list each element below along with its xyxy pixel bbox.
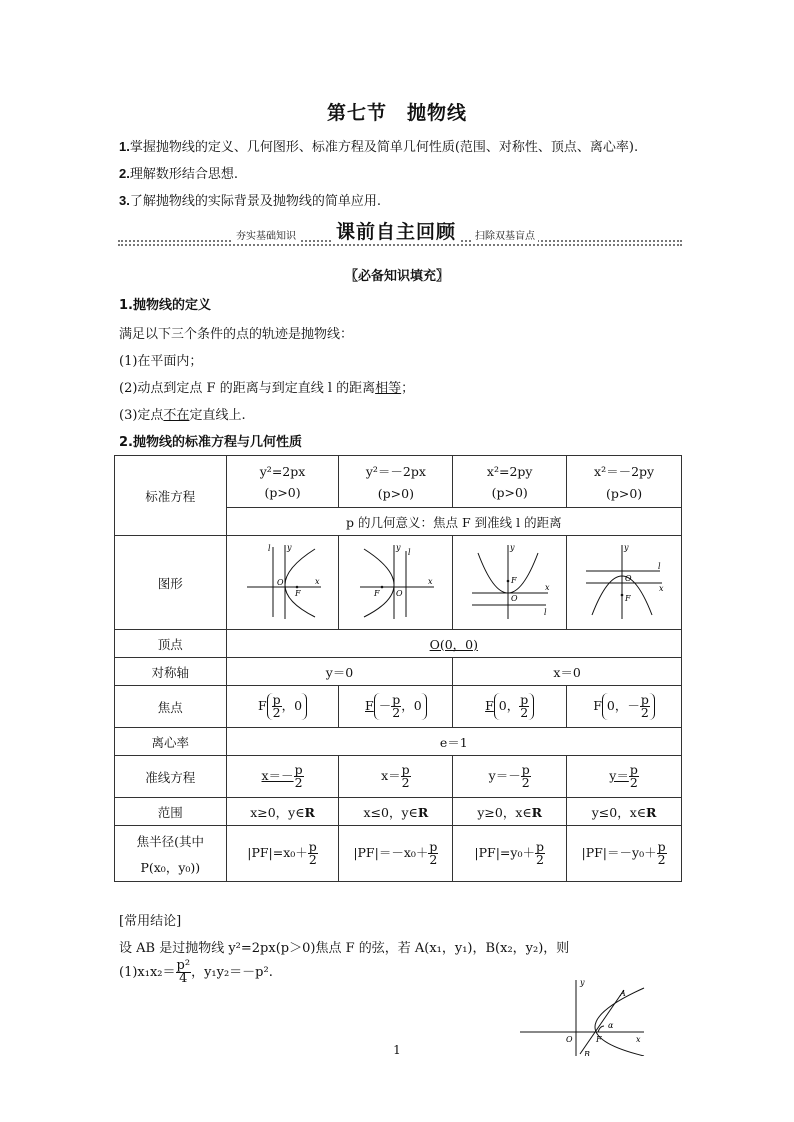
svg-text:O: O	[566, 1035, 573, 1044]
goal-1: 1.掌握抛物线的定义、几何图形、标准方程及简单几何性质(范围、对称性、顶点、离心率).	[119, 139, 639, 155]
svg-text:x: x	[427, 577, 433, 586]
svg-text:F: F	[373, 589, 380, 598]
svg-text:O: O	[625, 574, 632, 583]
eq-cell: x²＝－2py (p>0)	[567, 456, 682, 508]
svg-text:x: x	[659, 584, 664, 593]
svg-text:F: F	[596, 1035, 602, 1044]
page-number: 1	[393, 1043, 401, 1057]
focus-3: F 0， $\frac{p}{2}$	[453, 686, 567, 728]
svg-text:l: l	[543, 608, 547, 617]
row-label-radius: 焦半径(其中 P(x₀，y₀))	[115, 826, 227, 882]
radius-4: |PF|＝－y₀＋ $\frac{p}{2}$	[567, 826, 682, 882]
svg-text:O: O	[510, 594, 518, 603]
svg-text:l: l	[658, 562, 661, 571]
focus-4: F 0，－ $\frac{p}{2}$	[567, 686, 682, 728]
condition-3: (3)定点不在定直线上.	[119, 408, 246, 423]
section-tag: 〖必备知识填充〗	[344, 269, 449, 284]
range-3: y≥0，x∈R	[453, 798, 567, 826]
range-4: y≤0，x∈R	[567, 798, 682, 826]
row-label-focus: 焦点	[115, 686, 227, 728]
directrix-1: x＝－ $\frac{p}{2}$	[226, 756, 339, 798]
ecc-value: e＝1	[226, 728, 681, 756]
goal-3: 3.了解抛物线的实际背景及抛物线的简单应用.	[119, 193, 381, 209]
svg-text:F: F	[294, 589, 301, 598]
figure-up-opening	[453, 536, 567, 630]
banner-left: 夯实基础知识	[233, 227, 299, 242]
svg-text:x: x	[314, 577, 320, 586]
svg-text:F: F	[510, 576, 517, 585]
banner-right: 扫除双基盲点	[472, 227, 538, 242]
range-2: x≤0，y∈R	[339, 798, 453, 826]
svg-text:α: α	[608, 1021, 614, 1030]
axis-y: y＝0	[226, 658, 453, 686]
svg-text:y: y	[580, 978, 585, 987]
directrix-3: y＝－ $\frac{p}{2}$	[453, 756, 567, 798]
eq-cell: y²＝－2px (p>0)	[339, 456, 453, 508]
figure-down-opening	[567, 536, 682, 630]
svg-text:B: B	[584, 1050, 590, 1056]
condition-2: (2)动点到定点 F 的距离与到定直线 l 的距离相等；	[119, 381, 415, 396]
eq-cell: x²=2py (p>0)	[453, 456, 567, 508]
page-title: 第七节 抛物线	[326, 102, 467, 124]
radius-1: |PF|=x₀＋ $\frac{p}{2}$	[226, 826, 339, 882]
figure-right-opening	[226, 536, 339, 630]
conclusion-line-2: (1)x₁x₂＝ $\frac{\text{p²}}{4}$ ，y₁y₂＝－p².	[119, 958, 273, 986]
definition-intro: 满足以下三个条件的点的轨迹是抛物线：	[119, 327, 354, 342]
radius-3: |PF|=y₀＋ $\frac{p}{2}$	[453, 826, 567, 882]
vertex-value: O(0，0)	[226, 630, 681, 658]
p-meaning: p 的几何意义：焦点 F 到准线 l 的距离	[226, 508, 681, 536]
radius-2: |PF|＝－x₀＋ $\frac{p}{2}$	[339, 826, 453, 882]
eq-cell: y²=2px (p>0)	[226, 456, 339, 508]
banner-main: 课前自主回顾	[332, 217, 460, 244]
svg-text:A: A	[620, 989, 626, 998]
conclusion-heading: [常用结论]	[119, 914, 182, 929]
conclusion-line-1: 设 AB 是过抛物线 y²=2px(p＞0)焦点 F 的弦，若 A(x₁，y₁)，B(x₂，y₂)，则	[119, 941, 570, 956]
figure-left-opening	[339, 536, 453, 630]
svg-text:y: y	[395, 543, 401, 552]
row-label-ecc: 离心率	[115, 728, 227, 756]
svg-text:O: O	[395, 589, 403, 598]
axis-x: x＝0	[453, 658, 682, 686]
row-label-fig: 图形	[115, 536, 227, 630]
row-label-range: 范围	[115, 798, 227, 826]
definition-heading: 1.抛物线的定义	[119, 298, 211, 313]
parabola-property-table	[114, 455, 682, 882]
svg-text:x: x	[636, 1035, 641, 1044]
condition-1: (1)在平面内；	[119, 354, 203, 369]
row-label-vertex: 顶点	[115, 630, 227, 658]
svg-text:x: x	[544, 583, 550, 592]
goal-2: 2.理解数形结合思想.	[119, 166, 238, 182]
table-heading: 2.抛物线的标准方程与几何性质	[119, 435, 302, 450]
focus-1: F $\frac{p}{2}$ ，0	[226, 686, 339, 728]
directrix-4: y＝ $\frac{p}{2}$	[567, 756, 682, 798]
svg-text:l: l	[267, 544, 271, 553]
section-banner	[118, 219, 682, 245]
row-label-directrix: 准线方程	[115, 756, 227, 798]
svg-text:y: y	[509, 543, 515, 552]
svg-text:l: l	[407, 548, 411, 557]
svg-text:O: O	[276, 578, 284, 587]
svg-text:y: y	[624, 543, 629, 552]
row-label-axis: 对称轴	[115, 658, 227, 686]
range-1: x≥0，y∈R	[226, 798, 339, 826]
directrix-2: x＝ $\frac{p}{2}$	[339, 756, 453, 798]
row-label-std: 标准方程	[115, 456, 227, 536]
focus-2: F － $\frac{p}{2}$ ，0	[339, 686, 453, 728]
svg-text:y: y	[286, 543, 292, 552]
svg-text:F: F	[625, 594, 631, 603]
